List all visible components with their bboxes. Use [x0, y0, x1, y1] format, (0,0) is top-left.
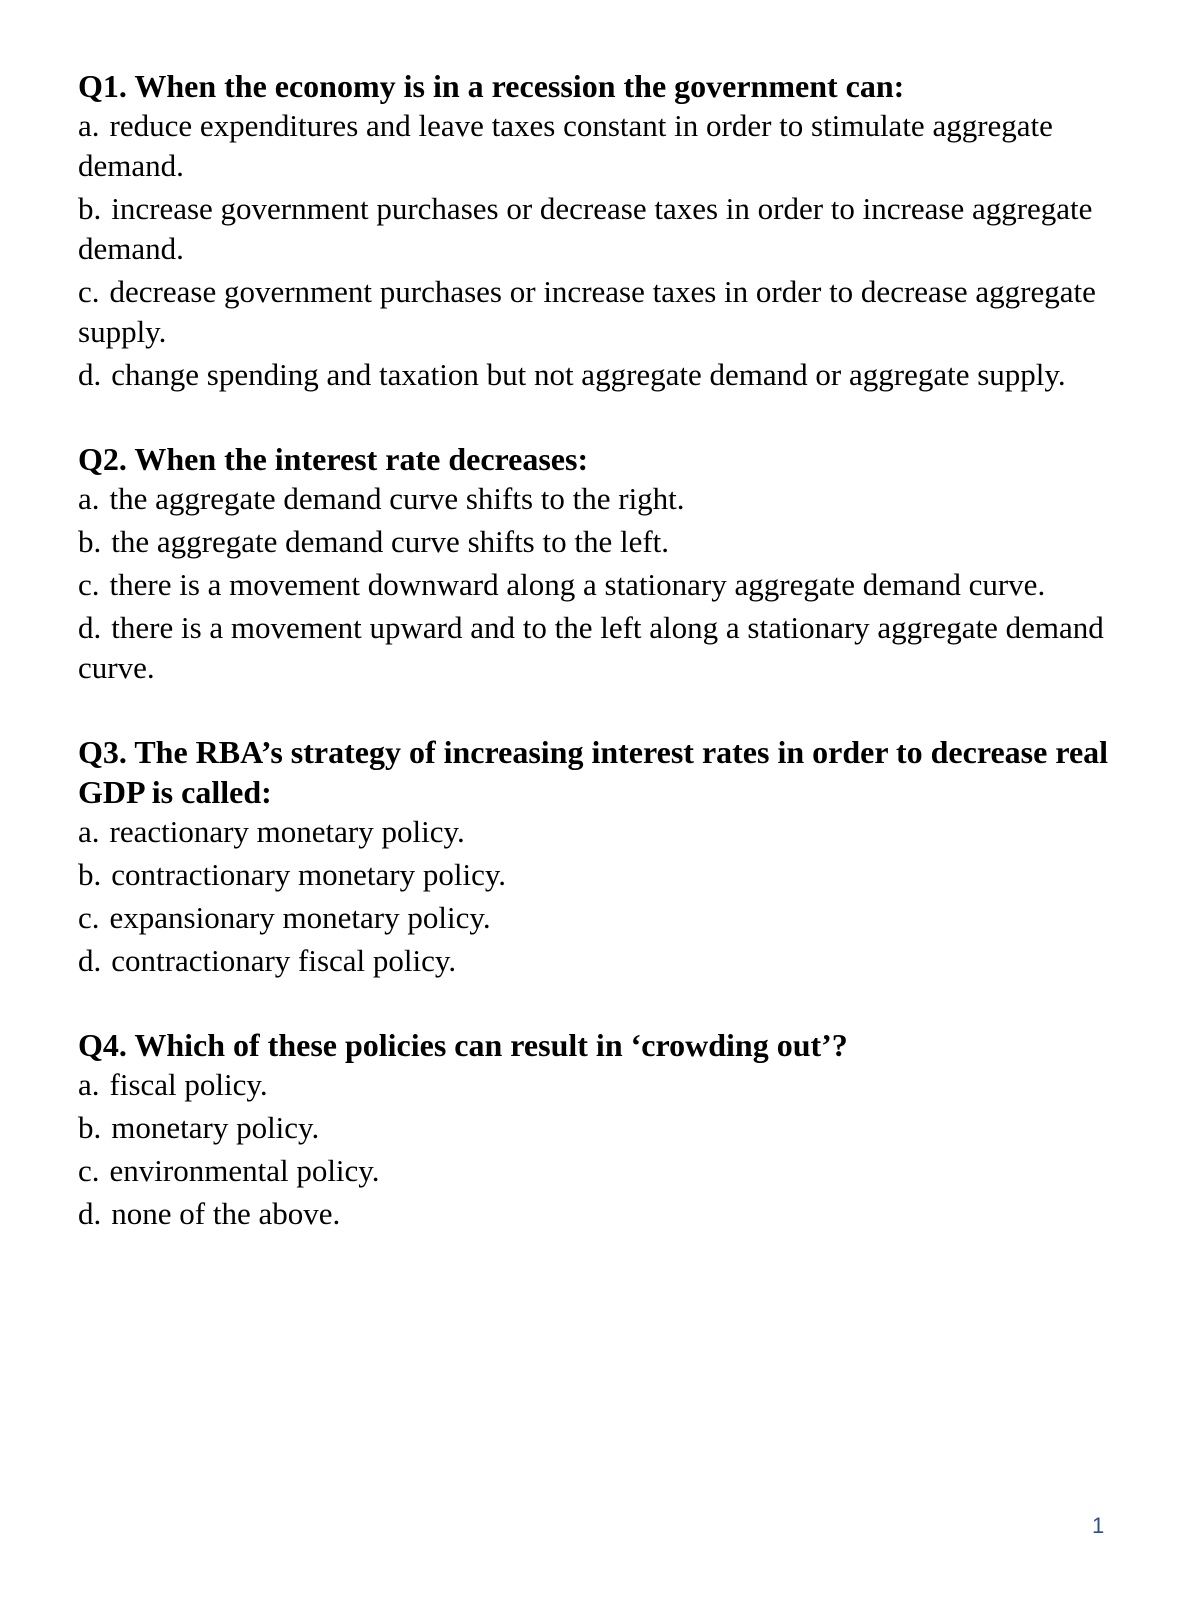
- answer-option: [78, 855, 1138, 895]
- option-letter: d.: [78, 943, 102, 978]
- document-page: [78, 66, 1138, 1278]
- answer-option: [78, 522, 1138, 562]
- answer-option: [78, 1065, 1138, 1105]
- option-text: there is a movement upward and to the left along a stationary aggregate demand curve.: [78, 610, 1104, 685]
- answer-option: [78, 1194, 1138, 1234]
- answer-option: [78, 189, 1138, 269]
- option-letter: b.: [78, 191, 102, 226]
- option-letter: b.: [78, 857, 102, 892]
- option-text: contractionary fiscal policy.: [111, 943, 457, 978]
- answer-option: [78, 608, 1138, 688]
- option-letter: b.: [78, 524, 102, 559]
- option-text: the aggregate demand curve shifts to the left.: [111, 524, 670, 559]
- option-letter: d.: [78, 1196, 102, 1231]
- answer-option: [78, 565, 1138, 605]
- option-letter: c.: [78, 274, 100, 309]
- option-letter: b.: [78, 1110, 102, 1145]
- question-1: [78, 66, 1138, 395]
- option-text: expansionary monetary policy.: [109, 900, 491, 935]
- option-text: increase government purchases or decrease taxes in order to increase aggregate demand.: [78, 191, 1093, 266]
- answer-option: [78, 272, 1138, 352]
- option-letter: a.: [78, 481, 100, 516]
- question-title: Q4. Which of these policies can result in ‘crowding out’?: [78, 1027, 848, 1063]
- answer-option: [78, 355, 1138, 395]
- option-text: the aggregate demand curve shifts to the right.: [109, 481, 685, 516]
- question-3: [78, 732, 1138, 981]
- question-title: Q1. When the economy is in a recession the government can:: [78, 68, 905, 104]
- option-text: none of the above.: [111, 1196, 341, 1231]
- option-letter: d.: [78, 610, 102, 645]
- answer-option: [78, 106, 1138, 186]
- question-4: [78, 1025, 1138, 1234]
- answer-option: [78, 1151, 1138, 1191]
- option-letter: a.: [78, 814, 100, 849]
- answer-option: [78, 479, 1138, 519]
- answer-option: [78, 812, 1138, 852]
- page-number: 1: [1092, 1513, 1105, 1538]
- answer-option: [78, 1108, 1138, 1148]
- option-letter: c.: [78, 567, 100, 602]
- option-letter: a.: [78, 1067, 100, 1102]
- answer-option: [78, 898, 1138, 938]
- answer-option: [78, 941, 1138, 981]
- option-text: environmental policy.: [109, 1153, 380, 1188]
- question-title: Q2. When the interest rate decreases:: [78, 441, 589, 477]
- option-letter: d.: [78, 357, 102, 392]
- option-letter: a.: [78, 108, 100, 143]
- option-text: there is a movement downward along a stationary aggregate demand curve.: [109, 567, 1046, 602]
- option-letter: c.: [78, 900, 100, 935]
- option-text: reactionary monetary policy.: [109, 814, 465, 849]
- option-text: contractionary monetary policy.: [111, 857, 507, 892]
- option-text: decrease government purchases or increase taxes in order to decrease aggregate supply.: [78, 274, 1096, 349]
- option-letter: c.: [78, 1153, 100, 1188]
- question-title: Q3. The RBA’s strategy of increasing interest rates in order to decrease real GDP is called:: [78, 734, 1109, 810]
- option-text: monetary policy.: [111, 1110, 320, 1145]
- question-2: [78, 439, 1138, 688]
- option-text: change spending and taxation but not aggregate demand or aggregate supply.: [111, 357, 1066, 392]
- option-text: fiscal policy.: [109, 1067, 268, 1102]
- option-text: reduce expenditures and leave taxes constant in order to stimulate aggregate demand.: [78, 108, 1053, 183]
